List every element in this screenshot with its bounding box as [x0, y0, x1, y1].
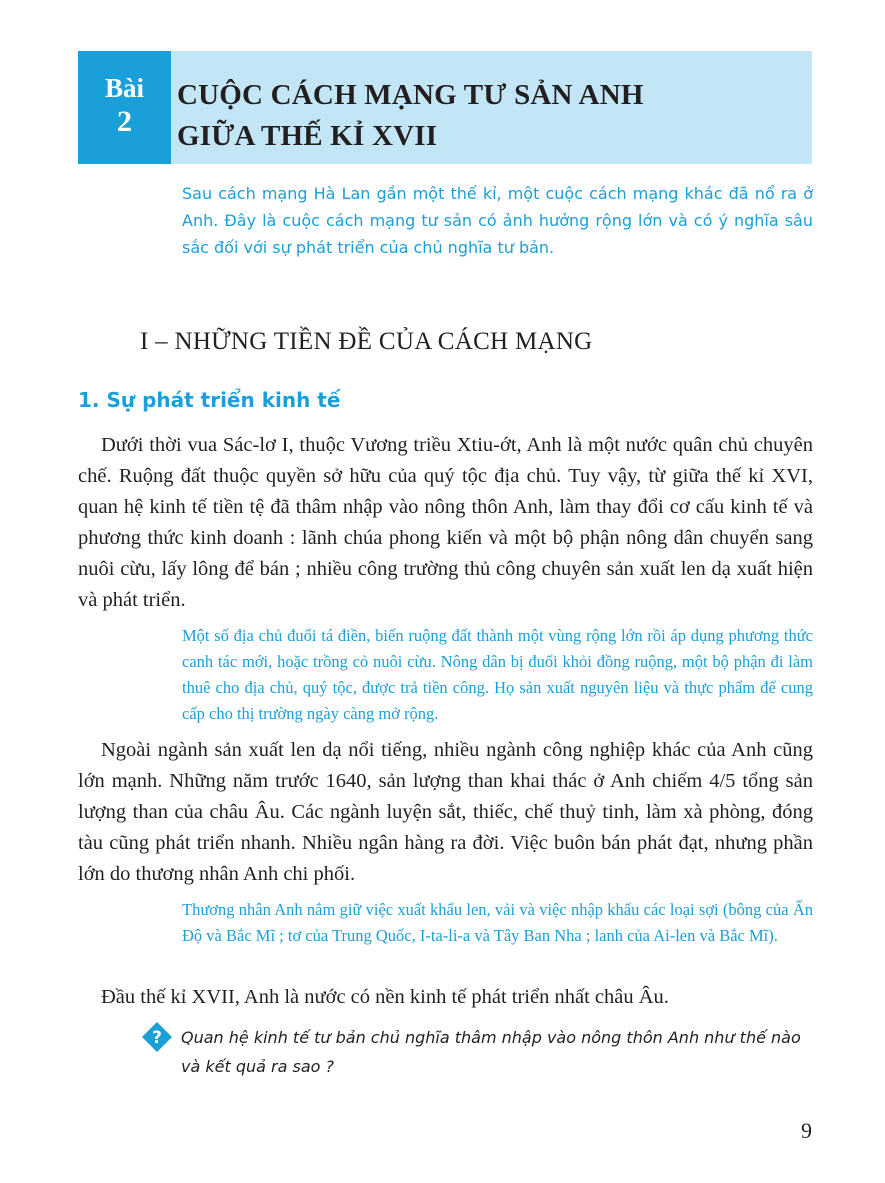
page-number: 9 [801, 1118, 812, 1143]
lesson-intro: Sau cách mạng Hà Lan gần một thế kỉ, một cuộc cách mạng khác đã nổ ra ở Anh. Đây là cuộc cách mạng tư sản có ảnh hưởng rộng lớn và có ý nghĩa sâu sắc đối với sự phát triển của chủ nghĩa tư bản. [182, 184, 813, 257]
lesson-header [78, 51, 812, 164]
lesson-title-band [171, 51, 812, 164]
lesson-badge [78, 51, 171, 164]
svg-text:?: ? [152, 1028, 162, 1048]
body-paragraph-3: Đầu thế kỉ XVII, Anh là nước có nền kinh tế phát triển nhất châu Âu. [101, 986, 669, 1008]
note-paragraph-2: Thương nhân Anh nắm giữ việc xuất khẩu len, vải và việc nhập khẩu các loại sợi (bông của Ấn Độ và Bắc Mĩ ; tơ của Trung Quốc, I-ta-li-a và Tây Ban Nha ; lanh của Ai-len và Bắc Mĩ). [182, 900, 813, 945]
section-heading: I – NHỮNG TIỀN ĐỀ CỦA CÁCH MẠNG [140, 328, 593, 355]
review-question: Quan hệ kinh tế tư bản chủ nghĩa thâm nhập vào nông thôn Anh như thế nào và kết quả ra sao ? [181, 1028, 801, 1076]
lesson-title [177, 75, 644, 157]
lesson-title-line-1: CUỘC CÁCH MẠNG TƯ SẢN ANH [177, 79, 644, 111]
lesson-title-line-2: GIỮA THẾ KỈ XVII [177, 120, 438, 152]
subsection-heading: 1. Sự phát triển kinh tế [78, 388, 341, 412]
lesson-badge-word: Bài [104, 73, 144, 103]
lesson-badge-number: 2 [117, 105, 132, 138]
body-paragraph-2: Ngoài ngành sản xuất len dạ nổi tiếng, nhiều ngành công nghiệp khác của Anh cũng lớn mạnh. Những năm trước 1640, sản lượng than khai thác ở Anh chiếm 4/5 tổng sản lượng than của châu Âu. Các ngành luyện sắt, thiếc, chế thuỷ tinh, làm xà phòng, đóng tàu cũng phát triển nhanh. Nhiều ngân hàng ra đời. Việc buôn bán phát đạt, nhưng phần lớn do thương nhân Anh chi phối. [78, 739, 813, 885]
note-paragraph-1: Một số địa chủ đuổi tá điền, biến ruộng đất thành một vùng rộng lớn rồi áp dụng phương thức canh tác mới, hoặc trồng cỏ nuôi cừu. Nông dân bị đuổi khỏi đồng ruộng, một bộ phận đi làm thuê cho địa chủ, quý tộc, được trả tiền công. Họ sản xuất nguyên liệu và thực phẩm để cung cấp cho thị trường ngày càng mở rộng. [182, 626, 813, 723]
question-mark-diamond-icon [141, 1021, 173, 1053]
body-paragraph-1: Dưới thời vua Sác-lơ I, thuộc Vương triều Xtiu-ớt, Anh là một nước quân chủ chuyên chế. Ruộng đất thuộc quyền sở hữu của quý tộc địa chủ. Tuy vậy, từ giữa thế kỉ XVI, quan hệ kinh tế tiền tệ đã thâm nhập vào nông thôn Anh, làm thay đổi cơ cấu kinh tế và phương thức kinh doanh : lãnh chúa phong kiến và một bộ phận nông dân chuyển sang nuôi cừu, lấy lông để bán ; nhiều công trường thủ công chuyên sản xuất len dạ xuất hiện và phát triển. [78, 434, 813, 611]
